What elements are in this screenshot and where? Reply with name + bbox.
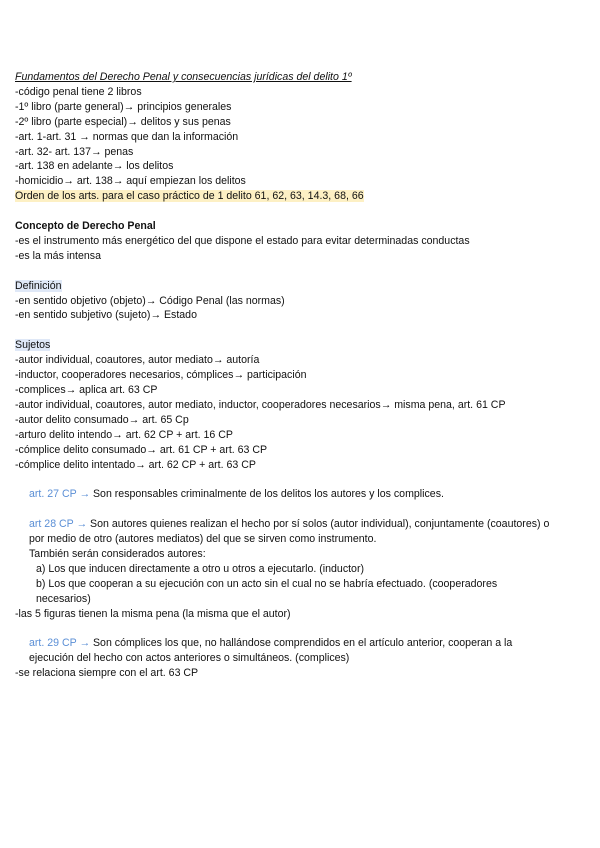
sujetos-heading: Sujetos: [15, 339, 51, 352]
spacer: [15, 204, 585, 219]
document-body: [15, 70, 585, 681]
sujetos-line: -autor individual, coautores, autor mediato, inductor, cooperadores necesarios→ misma pena, art. 61 CP: [15, 398, 506, 411]
definicion-line: -en sentido objetivo (objeto)→ Código Penal (las normas): [15, 294, 285, 307]
art28-item-a: a) Los que inducen directamente a otro u otros a ejecutarlo. (inductor): [36, 562, 365, 575]
document-title: Fundamentos del Derecho Penal y consecuencias jurídicas del delito 1º: [15, 71, 352, 83]
art29-note: -se relaciona siempre con el art. 63 CP: [15, 667, 199, 680]
spacer: [15, 264, 585, 279]
art28-item-b-cont: necesarios): [36, 592, 91, 605]
spacer: [15, 502, 585, 517]
definicion-line: -en sentido subjetivo (sujeto)→ Estado: [15, 309, 197, 322]
art28-text-cont: por medio de otro (autores mediatos) del que se sirven como instrumento.: [29, 533, 377, 546]
concepto-line: -es la más intensa: [15, 249, 101, 262]
spacer: [15, 323, 585, 338]
spacer: [15, 472, 585, 487]
intro-line: -1º libro (parte general)→ principios generales: [15, 100, 232, 113]
sujetos-line: -inductor, cooperadores necesarios, cómplices→ participación: [15, 369, 307, 382]
art29-reference: art. 29 CP →: [29, 637, 91, 650]
concepto-line: -es el instrumento más energético del que dispone el estado para evitar determinadas conductas: [15, 234, 470, 247]
sujetos-line: -complices→ aplica art. 63 CP: [15, 383, 158, 396]
intro-line: -art. 138 en adelante→ los delitos: [15, 160, 174, 173]
intro-line: -2º libro (parte especial)→ delitos y sus penas: [15, 115, 231, 128]
spacer: [15, 621, 585, 636]
highlighted-note: [15, 189, 585, 204]
art27-reference: art. 27 CP →: [29, 488, 91, 501]
art28-item-b: b) Los que cooperan a su ejecución con un acto sin el cual no se habría efectuado. (cooperadores: [36, 577, 498, 590]
definicion-heading-row: [15, 279, 585, 294]
sujetos-line: -arturo delito intendo→ art. 62 CP + art. 16 CP: [15, 428, 233, 441]
intro-line: -art. 1-art. 31 → normas que dan la información: [15, 130, 239, 143]
concepto-heading: Concepto de Derecho Penal: [15, 220, 156, 233]
intro-line: -código penal tiene 2 libros: [15, 85, 142, 98]
art28-paragraph: [15, 517, 585, 532]
art29-text: Son cómplices los que, no hallándose comprendidos en el artículo anterior, cooperan a la: [90, 637, 513, 650]
art29-paragraph: [15, 636, 585, 651]
art29-text-cont: ejecución del hecho con actos anteriores o simultáneos. (complices): [29, 652, 350, 665]
art28-note: -las 5 figuras tienen la misma pena (la misma que el autor): [15, 607, 291, 620]
art27-paragraph: [15, 487, 585, 502]
sujetos-line: -autor individual, coautores, autor mediato→ autoría: [15, 354, 260, 367]
intro-line: -art. 32- art. 137→ penas: [15, 145, 134, 158]
definicion-heading: Definición: [15, 279, 62, 292]
intro-line: -homicidio→ art. 138→ aquí empiezan los delitos: [15, 175, 246, 188]
sujetos-line: -cómplice delito consumado→ art. 61 CP + art. 63 CP: [15, 443, 268, 456]
art28-reference: art 28 CP →: [29, 518, 88, 531]
sujetos-line: -autor delito consumado→ art. 65 Cp: [15, 413, 189, 426]
art28-text: Son autores quienes realizan el hecho por sí solos (autor individual), conjuntamente (coautores) o: [87, 518, 550, 531]
sujetos-heading-row: [15, 338, 585, 353]
sujetos-line: -cómplice delito intentado→ art. 62 CP + art. 63 CP: [15, 458, 256, 471]
art28-also-authors: También serán considerados autores:: [29, 547, 206, 560]
art27-text: Son responsables criminalmente de los delitos los autores y los complices.: [90, 488, 444, 501]
highlight-text: Orden de los arts. para el caso práctico de 1 delito 61, 62, 63, 14.3, 68, 66: [15, 190, 364, 203]
